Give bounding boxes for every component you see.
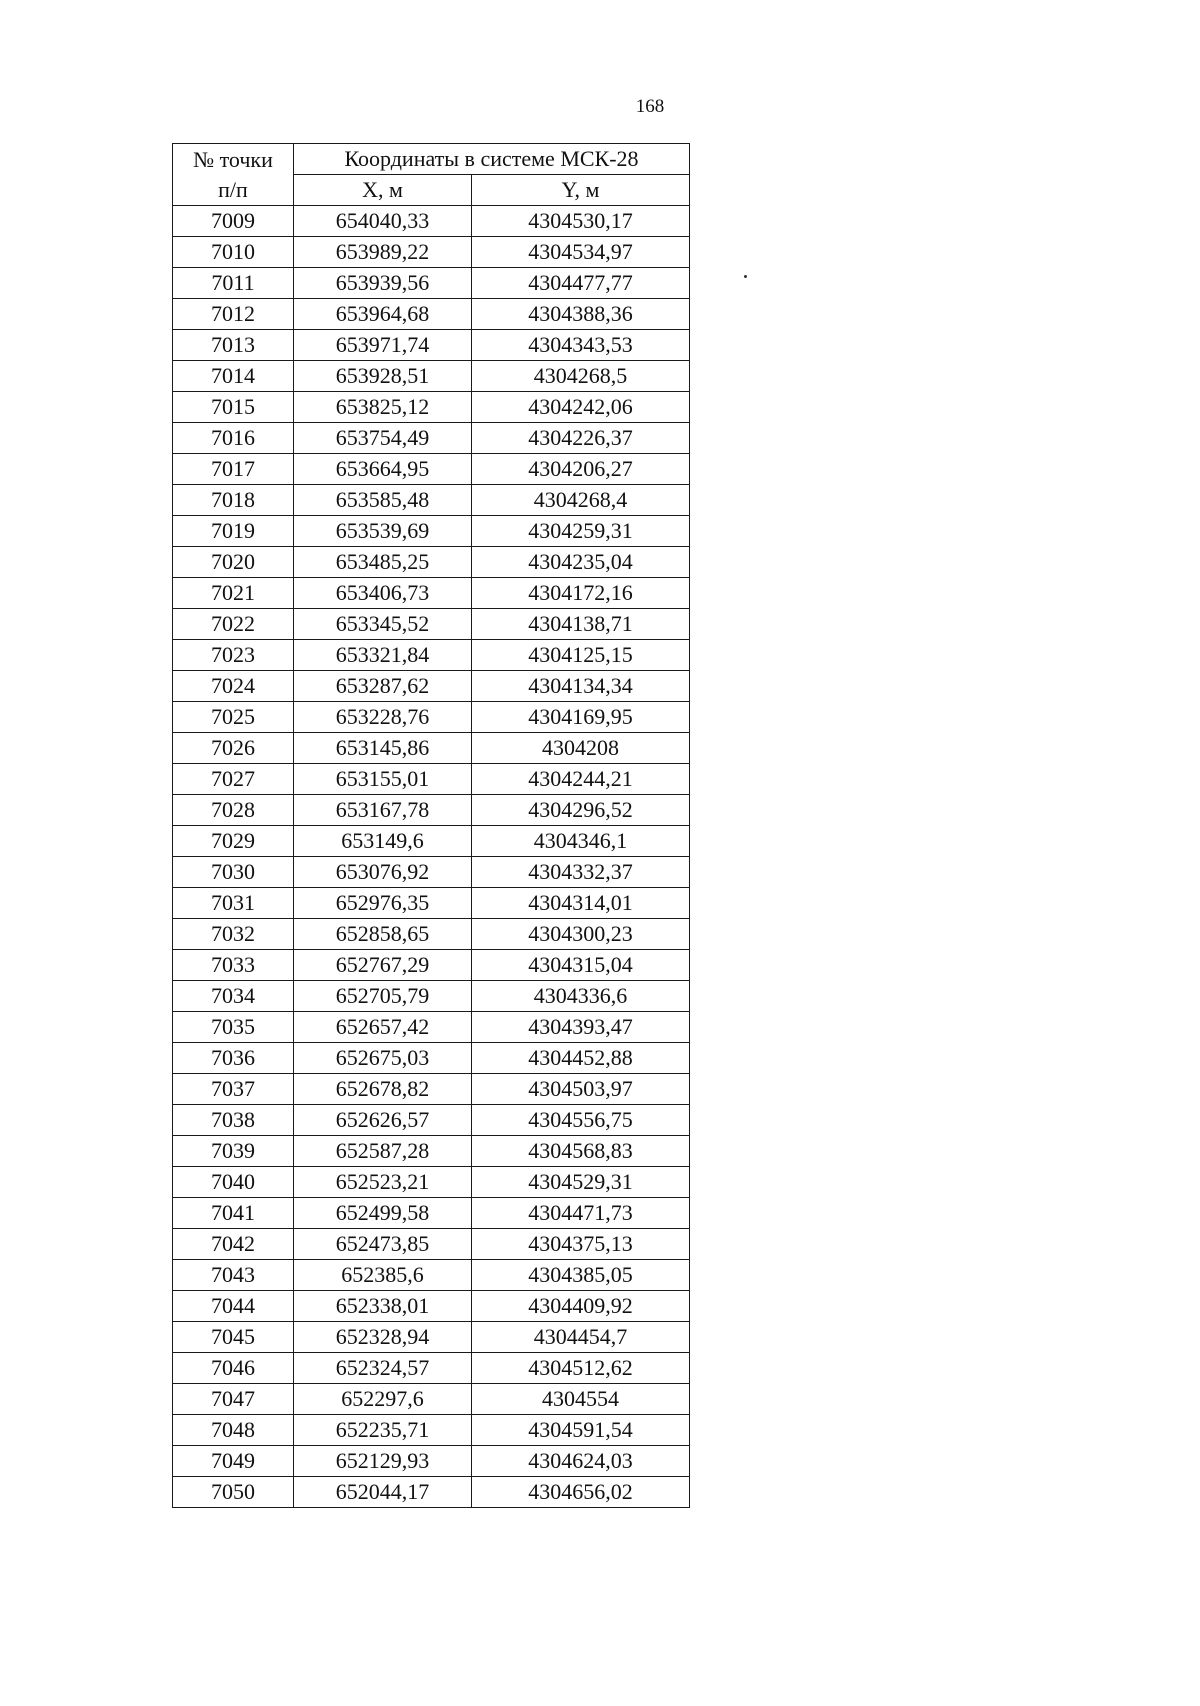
y-coordinate-cell: 4304134,34 bbox=[472, 671, 690, 702]
table-row bbox=[173, 981, 690, 1012]
y-coordinate-cell: 4304375,13 bbox=[472, 1229, 690, 1260]
x-coordinate-cell: 653971,74 bbox=[294, 330, 472, 361]
point-number-cell: 7017 bbox=[173, 454, 294, 485]
table-row bbox=[173, 547, 690, 578]
table-row bbox=[173, 206, 690, 237]
point-number-cell: 7034 bbox=[173, 981, 294, 1012]
x-coordinate-cell: 653664,95 bbox=[294, 454, 472, 485]
y-coordinate-cell: 4304138,71 bbox=[472, 609, 690, 640]
table-row bbox=[173, 1198, 690, 1229]
x-coordinate-cell: 654040,33 bbox=[294, 206, 472, 237]
y-column-header: Y, м bbox=[472, 175, 690, 206]
table-row bbox=[173, 1291, 690, 1322]
point-number-cell: 7032 bbox=[173, 919, 294, 950]
y-coordinate-cell: 4304346,1 bbox=[472, 826, 690, 857]
table-row bbox=[173, 330, 690, 361]
table-row bbox=[173, 268, 690, 299]
table-row bbox=[173, 454, 690, 485]
point-number-cell: 7033 bbox=[173, 950, 294, 981]
x-coordinate-cell: 652385,6 bbox=[294, 1260, 472, 1291]
y-coordinate-cell: 4304169,95 bbox=[472, 702, 690, 733]
y-coordinate-cell: 4304471,73 bbox=[472, 1198, 690, 1229]
table-row bbox=[173, 299, 690, 330]
point-number-cell: 7050 bbox=[173, 1477, 294, 1508]
table-row bbox=[173, 888, 690, 919]
x-coordinate-cell: 652328,94 bbox=[294, 1322, 472, 1353]
point-number-cell: 7012 bbox=[173, 299, 294, 330]
point-number-cell: 7035 bbox=[173, 1012, 294, 1043]
y-coordinate-cell: 4304529,31 bbox=[472, 1167, 690, 1198]
x-coordinate-cell: 652705,79 bbox=[294, 981, 472, 1012]
y-coordinate-cell: 4304208 bbox=[472, 733, 690, 764]
point-number-cell: 7041 bbox=[173, 1198, 294, 1229]
y-coordinate-cell: 4304268,4 bbox=[472, 485, 690, 516]
point-number-cell: 7046 bbox=[173, 1353, 294, 1384]
table-row bbox=[173, 826, 690, 857]
table-row bbox=[173, 1229, 690, 1260]
point-number-cell: 7036 bbox=[173, 1043, 294, 1074]
x-coordinate-cell: 652587,28 bbox=[294, 1136, 472, 1167]
y-coordinate-cell: 4304235,04 bbox=[472, 547, 690, 578]
x-coordinate-cell: 652976,35 bbox=[294, 888, 472, 919]
x-coordinate-cell: 652235,71 bbox=[294, 1415, 472, 1446]
point-number-cell: 7045 bbox=[173, 1322, 294, 1353]
point-number-cell: 7009 bbox=[173, 206, 294, 237]
x-coordinate-cell: 653585,48 bbox=[294, 485, 472, 516]
y-coordinate-cell: 4304206,27 bbox=[472, 454, 690, 485]
y-coordinate-cell: 4304477,77 bbox=[472, 268, 690, 299]
table-row bbox=[173, 1260, 690, 1291]
x-coordinate-cell: 652767,29 bbox=[294, 950, 472, 981]
table-row bbox=[173, 1074, 690, 1105]
x-coordinate-cell: 652626,57 bbox=[294, 1105, 472, 1136]
point-number-cell: 7044 bbox=[173, 1291, 294, 1322]
x-coordinate-cell: 652678,82 bbox=[294, 1074, 472, 1105]
table-row bbox=[173, 1353, 690, 1384]
table-row bbox=[173, 237, 690, 268]
point-number-cell: 7038 bbox=[173, 1105, 294, 1136]
table-row bbox=[173, 764, 690, 795]
table-row bbox=[173, 423, 690, 454]
y-coordinate-cell: 4304125,15 bbox=[472, 640, 690, 671]
point-number-cell: 7014 bbox=[173, 361, 294, 392]
point-number-cell: 7031 bbox=[173, 888, 294, 919]
point-number-cell: 7040 bbox=[173, 1167, 294, 1198]
table-body bbox=[173, 206, 690, 1508]
table-row bbox=[173, 950, 690, 981]
point-number-cell: 7019 bbox=[173, 516, 294, 547]
x-coordinate-cell: 652129,93 bbox=[294, 1446, 472, 1477]
x-coordinate-cell: 653145,86 bbox=[294, 733, 472, 764]
table-row bbox=[173, 1322, 690, 1353]
point-number-cell: 7021 bbox=[173, 578, 294, 609]
point-number-cell: 7030 bbox=[173, 857, 294, 888]
point-number-cell: 7011 bbox=[173, 268, 294, 299]
point-number-cell: 7042 bbox=[173, 1229, 294, 1260]
table-row bbox=[173, 609, 690, 640]
page-number: 168 bbox=[635, 96, 665, 117]
x-coordinate-cell: 652297,6 bbox=[294, 1384, 472, 1415]
point-number-cell: 7016 bbox=[173, 423, 294, 454]
y-coordinate-cell: 4304388,36 bbox=[472, 299, 690, 330]
x-coordinate-cell: 652858,65 bbox=[294, 919, 472, 950]
table-row bbox=[173, 919, 690, 950]
coordinates-group-header: Координаты в системе МСК-28 bbox=[294, 144, 690, 175]
x-coordinate-cell: 653149,6 bbox=[294, 826, 472, 857]
y-coordinate-cell: 4304343,53 bbox=[472, 330, 690, 361]
table-row bbox=[173, 1167, 690, 1198]
table-row bbox=[173, 361, 690, 392]
table-row bbox=[173, 671, 690, 702]
y-coordinate-cell: 4304242,06 bbox=[472, 392, 690, 423]
x-coordinate-cell: 653939,56 bbox=[294, 268, 472, 299]
point-number-cell: 7024 bbox=[173, 671, 294, 702]
y-coordinate-cell: 4304568,83 bbox=[472, 1136, 690, 1167]
x-coordinate-cell: 653754,49 bbox=[294, 423, 472, 454]
x-coordinate-cell: 653167,78 bbox=[294, 795, 472, 826]
point-number-cell: 7023 bbox=[173, 640, 294, 671]
y-coordinate-cell: 4304259,31 bbox=[472, 516, 690, 547]
point-number-cell: 7022 bbox=[173, 609, 294, 640]
y-coordinate-cell: 4304512,62 bbox=[472, 1353, 690, 1384]
x-coordinate-cell: 653964,68 bbox=[294, 299, 472, 330]
y-coordinate-cell: 4304656,02 bbox=[472, 1477, 690, 1508]
scan-artifact-dot bbox=[744, 275, 747, 278]
y-coordinate-cell: 4304385,05 bbox=[472, 1260, 690, 1291]
y-coordinate-cell: 4304332,37 bbox=[472, 857, 690, 888]
table-row bbox=[173, 733, 690, 764]
point-number-cell: 7025 bbox=[173, 702, 294, 733]
y-coordinate-cell: 4304554 bbox=[472, 1384, 690, 1415]
y-coordinate-cell: 4304300,23 bbox=[472, 919, 690, 950]
x-coordinate-cell: 653076,92 bbox=[294, 857, 472, 888]
y-coordinate-cell: 4304556,75 bbox=[472, 1105, 690, 1136]
table-row bbox=[173, 857, 690, 888]
x-coordinate-cell: 652324,57 bbox=[294, 1353, 472, 1384]
x-coordinate-cell: 653345,52 bbox=[294, 609, 472, 640]
point-number-cell: 7020 bbox=[173, 547, 294, 578]
x-coordinate-cell: 653825,12 bbox=[294, 392, 472, 423]
point-number-cell: 7048 bbox=[173, 1415, 294, 1446]
x-coordinate-cell: 653989,22 bbox=[294, 237, 472, 268]
y-coordinate-cell: 4304296,52 bbox=[472, 795, 690, 826]
table-row bbox=[173, 1105, 690, 1136]
table-row bbox=[173, 702, 690, 733]
y-coordinate-cell: 4304530,17 bbox=[472, 206, 690, 237]
x-coordinate-cell: 652675,03 bbox=[294, 1043, 472, 1074]
x-coordinate-cell: 652473,85 bbox=[294, 1229, 472, 1260]
table-row bbox=[173, 1384, 690, 1415]
y-coordinate-cell: 4304226,37 bbox=[472, 423, 690, 454]
y-coordinate-cell: 4304393,47 bbox=[472, 1012, 690, 1043]
point-number-header bbox=[173, 144, 294, 206]
point-number-cell: 7028 bbox=[173, 795, 294, 826]
point-number-cell: 7013 bbox=[173, 330, 294, 361]
point-number-cell: 7018 bbox=[173, 485, 294, 516]
point-number-cell: 7049 bbox=[173, 1446, 294, 1477]
point-number-cell: 7039 bbox=[173, 1136, 294, 1167]
point-number-cell: 7027 bbox=[173, 764, 294, 795]
table-row bbox=[173, 485, 690, 516]
x-coordinate-cell: 653539,69 bbox=[294, 516, 472, 547]
point-number-cell: 7037 bbox=[173, 1074, 294, 1105]
table-row bbox=[173, 392, 690, 423]
x-coordinate-cell: 652657,42 bbox=[294, 1012, 472, 1043]
x-coordinate-cell: 652499,58 bbox=[294, 1198, 472, 1229]
y-coordinate-cell: 4304336,6 bbox=[472, 981, 690, 1012]
table-row bbox=[173, 516, 690, 547]
point-number-cell: 7015 bbox=[173, 392, 294, 423]
x-coordinate-cell: 653228,76 bbox=[294, 702, 472, 733]
table-row bbox=[173, 1043, 690, 1074]
y-coordinate-cell: 4304452,88 bbox=[472, 1043, 690, 1074]
y-coordinate-cell: 4304315,04 bbox=[472, 950, 690, 981]
y-coordinate-cell: 4304591,54 bbox=[472, 1415, 690, 1446]
x-column-header: X, м bbox=[294, 175, 472, 206]
point-number-cell: 7029 bbox=[173, 826, 294, 857]
table-row bbox=[173, 1136, 690, 1167]
table-row bbox=[173, 1415, 690, 1446]
x-coordinate-cell: 652044,17 bbox=[294, 1477, 472, 1508]
x-coordinate-cell: 653406,73 bbox=[294, 578, 472, 609]
x-coordinate-cell: 653287,62 bbox=[294, 671, 472, 702]
x-coordinate-cell: 653321,84 bbox=[294, 640, 472, 671]
x-coordinate-cell: 653155,01 bbox=[294, 764, 472, 795]
x-coordinate-cell: 652338,01 bbox=[294, 1291, 472, 1322]
x-coordinate-cell: 652523,21 bbox=[294, 1167, 472, 1198]
x-coordinate-cell: 653928,51 bbox=[294, 361, 472, 392]
point-number-cell: 7047 bbox=[173, 1384, 294, 1415]
y-coordinate-cell: 4304244,21 bbox=[472, 764, 690, 795]
table-header bbox=[173, 144, 690, 206]
point-number-header-line1: № точки bbox=[193, 146, 273, 172]
coordinates-table bbox=[172, 143, 690, 1508]
y-coordinate-cell: 4304314,01 bbox=[472, 888, 690, 919]
y-coordinate-cell: 4304534,97 bbox=[472, 237, 690, 268]
table-row bbox=[173, 1477, 690, 1508]
y-coordinate-cell: 4304624,03 bbox=[472, 1446, 690, 1477]
point-number-cell: 7043 bbox=[173, 1260, 294, 1291]
table-row bbox=[173, 640, 690, 671]
y-coordinate-cell: 4304454,7 bbox=[472, 1322, 690, 1353]
table-row bbox=[173, 1012, 690, 1043]
table-row bbox=[173, 1446, 690, 1477]
y-coordinate-cell: 4304172,16 bbox=[472, 578, 690, 609]
x-coordinate-cell: 653485,25 bbox=[294, 547, 472, 578]
point-number-header-line2: п/п bbox=[218, 176, 248, 202]
y-coordinate-cell: 4304503,97 bbox=[472, 1074, 690, 1105]
y-coordinate-cell: 4304268,5 bbox=[472, 361, 690, 392]
header-row-1 bbox=[173, 144, 690, 175]
table-row bbox=[173, 795, 690, 826]
point-number-cell: 7010 bbox=[173, 237, 294, 268]
table-row bbox=[173, 578, 690, 609]
y-coordinate-cell: 4304409,92 bbox=[472, 1291, 690, 1322]
point-number-cell: 7026 bbox=[173, 733, 294, 764]
